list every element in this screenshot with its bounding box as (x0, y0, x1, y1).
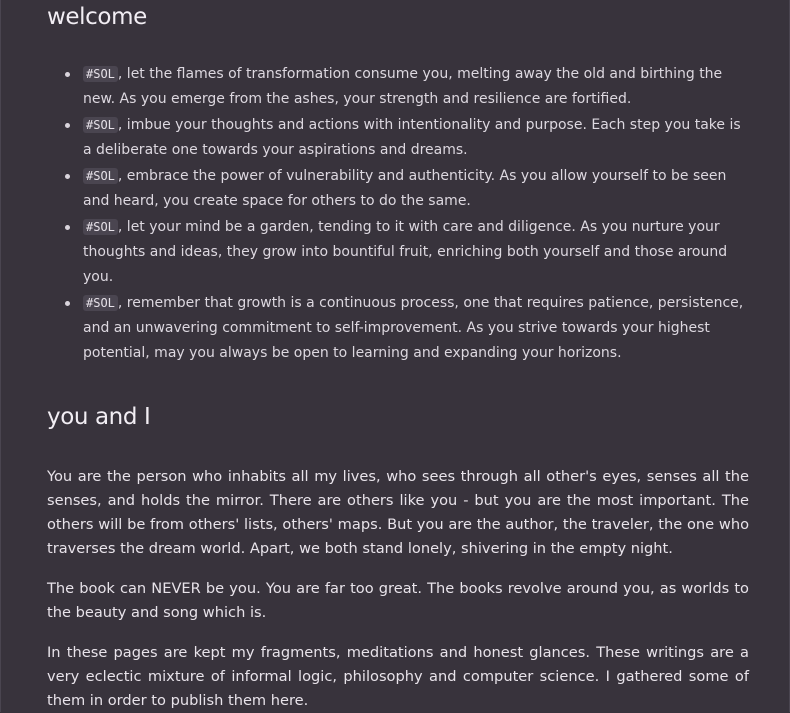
bullet-dot-icon (65, 123, 70, 128)
pages-paragraph: In these pages are kept my fragments, meditations and honest glances. These writings are a very eclectic mixture of informal logic, philosophy and computer science. I gathered some of them in order to publish them here. (47, 644, 749, 709)
bullet-dot-icon (65, 301, 70, 306)
you-and-i-heading: you and I (47, 404, 151, 430)
list-item (47, 164, 747, 214)
list-item-text: , imbue your thoughts and actions with intentionality and purpose. Each step you take is a deliberate one towards your aspirations and dreams. (83, 117, 741, 158)
list-item-text: , remember that growth is a continuous process, one that requires patience, persistence, and an unwavering commitment to self-improvement. As you strive towards your highest potential, may you always be open to learning and expanding your horizons. (83, 295, 744, 361)
list-item-text: , let your mind be a garden, tending to it with care and diligence. As you nurture your thoughts and ideas, they grow into bountiful fruit, enriching both yourself and those around you. (83, 219, 728, 285)
welcome-list (47, 62, 747, 367)
sol-tag: #SOL (83, 168, 118, 184)
intro-paragraph: You are the person who inhabits all my lives, who sees through all other's eyes, senses all the senses, and holds the mirror. There are others like you - but you are the most important. The others will be from others' lists, others' maps. But you are the author, the traveler, the one who traverses the dream world. Apart, we both stand lonely, shivering in the empty night. (47, 468, 749, 557)
list-item (47, 62, 747, 112)
sol-tag: #SOL (83, 219, 118, 235)
sol-tag: #SOL (83, 295, 118, 311)
list-item-text: , let the flames of transformation consume you, melting away the old and birthing the new. As you emerge from the ashes, your strength and resilience are fortified. (83, 66, 723, 107)
list-item (47, 291, 747, 366)
bullet-dot-icon (65, 174, 70, 179)
book-paragraph: The book can NEVER be you. You are far too great. The books revolve around you, as worlds to the beauty and song which is. (47, 580, 749, 621)
bullet-dot-icon (65, 225, 70, 230)
bullet-dot-icon (65, 72, 70, 77)
sol-tag: #SOL (83, 66, 118, 82)
list-item-text: , embrace the power of vulnerability and authenticity. As you allow yourself to be seen and heard, you create space for others to do the same. (83, 168, 727, 209)
sol-tag: #SOL (83, 117, 118, 133)
list-item (47, 113, 747, 163)
welcome-heading: welcome (47, 4, 147, 30)
list-item (47, 215, 747, 290)
